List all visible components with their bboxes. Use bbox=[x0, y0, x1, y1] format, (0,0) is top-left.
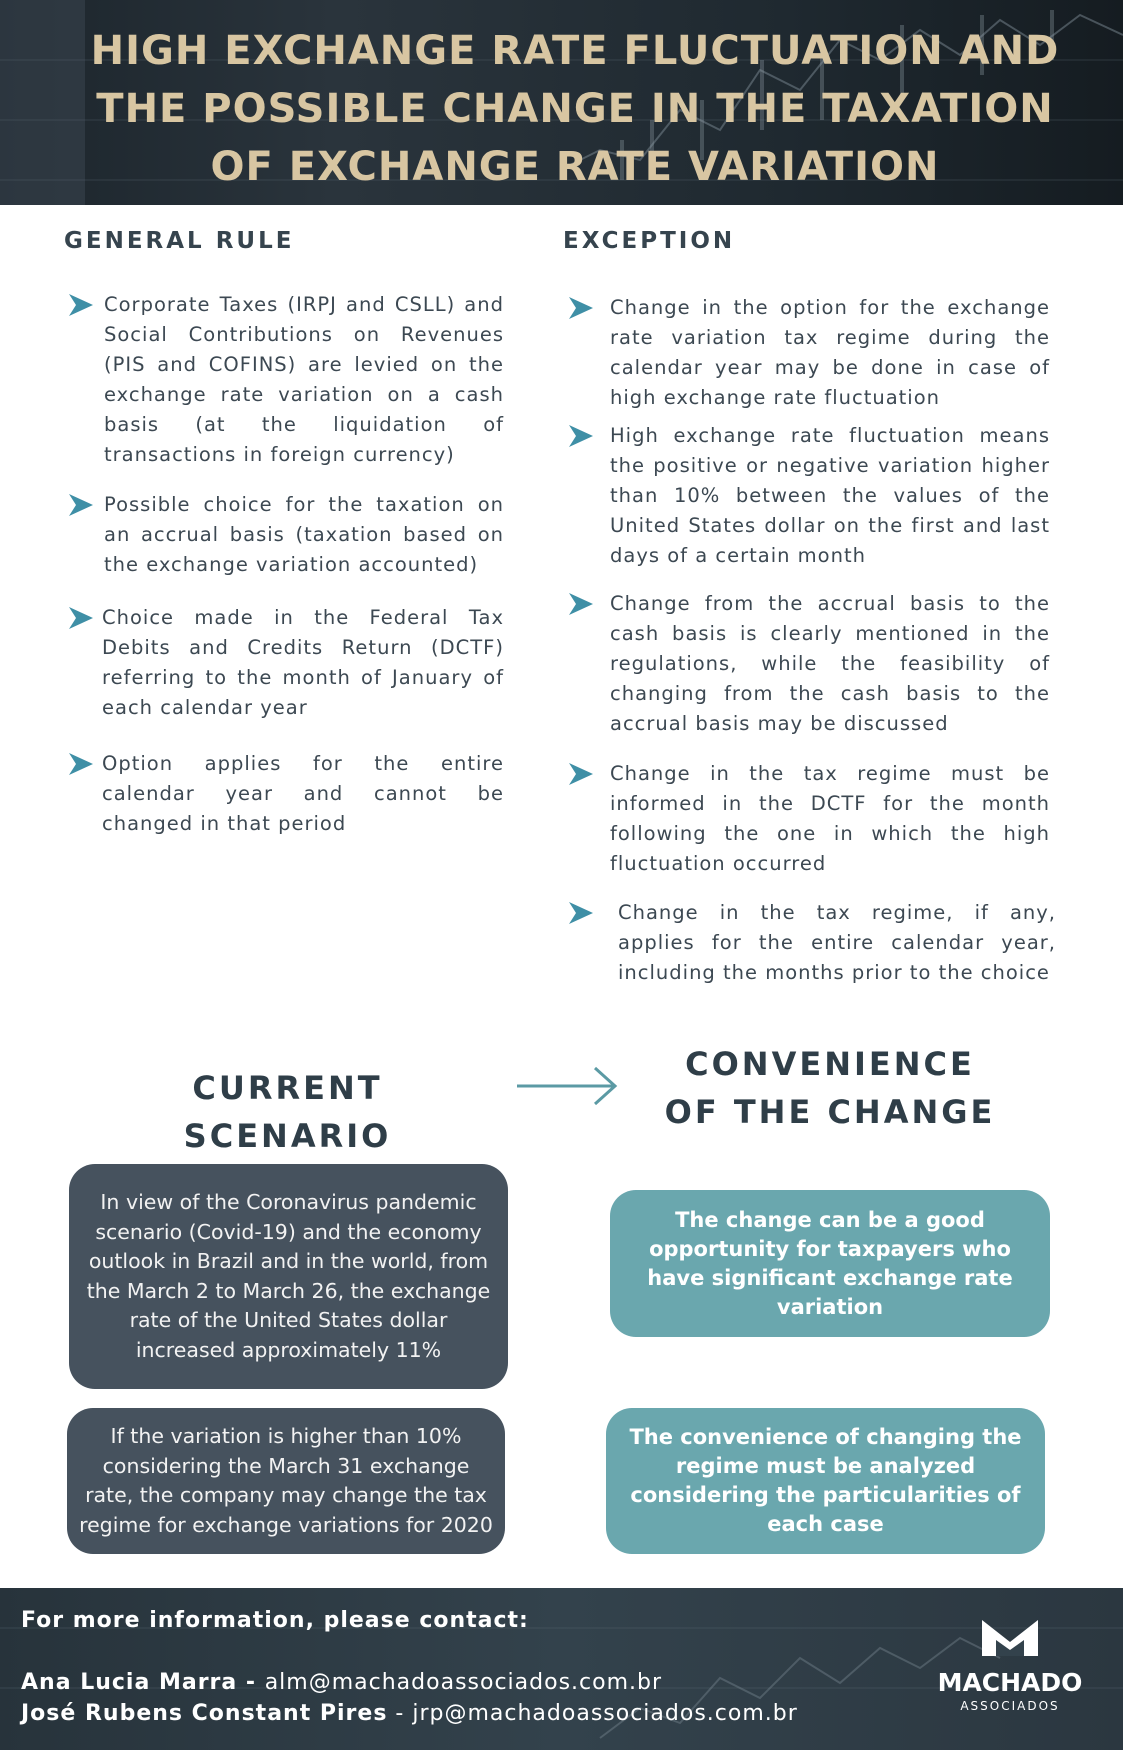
general-rule-item bbox=[66, 290, 506, 470]
exception-text: Change in the tax regime must be informed in the DCTF for the month following the one in which the high fluctuation occurred bbox=[610, 762, 1050, 875]
chevron-right-icon bbox=[566, 900, 596, 926]
chevron-right-icon bbox=[66, 492, 96, 518]
exception-item bbox=[566, 293, 1050, 413]
chevron-right-icon bbox=[66, 751, 96, 777]
logo-mark-icon bbox=[980, 1618, 1040, 1658]
chevron-right-icon bbox=[566, 423, 596, 449]
title-line: HIGH EXCHANGE RATE FLUCTUATION AND bbox=[90, 28, 1060, 74]
exception-text: High exchange rate fluctuation means the positive or negative variation higher than 10% between the values of the United States dollar on the first and last days of a certain month bbox=[610, 424, 1050, 567]
contact-name: Ana Lucia Marra bbox=[21, 1670, 238, 1695]
scenario-box bbox=[69, 1164, 508, 1389]
current-scenario-heading: CURRENT SCENARIO bbox=[183, 1069, 392, 1155]
arrow-right-icon bbox=[515, 1064, 620, 1108]
general-rule-text: Possible choice for the taxation on an accrual basis (taxation based on the exchange variation accounted) bbox=[104, 493, 504, 576]
contact-heading: For more information, please contact: bbox=[21, 1608, 529, 1633]
general-rule-item bbox=[66, 749, 506, 839]
exception-text: Change in the option for the exchange rate variation tax regime during the calendar year may be done in case of high exchange rate fluctuation bbox=[610, 296, 1050, 409]
exception-item bbox=[566, 759, 1050, 879]
chevron-right-icon bbox=[566, 591, 596, 617]
logo-subtitle: ASSOCIADOS bbox=[960, 1699, 1060, 1713]
contact-line bbox=[21, 1701, 798, 1726]
machado-logo bbox=[935, 1618, 1085, 1713]
general-rule-text: Choice made in the Federal Tax Debits and Credits Return (DCTF) referring to the month of January of each calendar year bbox=[102, 606, 504, 719]
convenience-box-text: The change can be a good opportunity for taxpayers who have significant exchange rate variation bbox=[647, 1207, 1013, 1319]
chevron-right-icon bbox=[566, 295, 596, 321]
chevron-right-icon bbox=[566, 761, 596, 787]
general-rule-item bbox=[66, 603, 506, 723]
title-line: OF EXCHANGE RATE VARIATION bbox=[210, 144, 940, 190]
general-rule-text: Corporate Taxes (IRPJ and CSLL) and Social Contributions on Revenues (PIS and COFINS) are levied on the exchange rate variation on a cash basis (at the liquidation of transactions in foreign currency) bbox=[104, 293, 504, 466]
contact-line bbox=[21, 1670, 662, 1695]
exception-item bbox=[566, 421, 1050, 571]
general-rule-text: Option applies for the entire calendar year and cannot be changed in that period bbox=[102, 752, 504, 835]
contact-name: José Rubens Constant Pires bbox=[21, 1701, 388, 1726]
exception-item bbox=[566, 589, 1050, 739]
scenario-box-text: In view of the Coronavirus pandemic scenario (Covid-19) and the economy outlook in Brazil and in the world, from the March 2 to March 26, the exchange rate of the United States dollar increased approximately 11% bbox=[86, 1190, 491, 1362]
contact-email-link[interactable]: alm@machadoassociados.com.br bbox=[264, 1670, 663, 1695]
convenience-heading-line: OF THE CHANGE bbox=[664, 1093, 996, 1131]
exception-item bbox=[566, 898, 1056, 988]
page-title bbox=[90, 22, 1060, 196]
footer bbox=[0, 1588, 1123, 1750]
general-rule-heading: GENERAL RULE bbox=[64, 228, 295, 254]
general-rule-item bbox=[66, 490, 506, 580]
chevron-right-icon bbox=[66, 605, 96, 631]
convenience-heading-line: CONVENIENCE bbox=[685, 1045, 975, 1083]
scenario-box bbox=[67, 1408, 505, 1554]
contact-separator: - bbox=[387, 1701, 413, 1726]
title-line: THE POSSIBLE CHANGE IN THE TAXATION bbox=[96, 86, 1054, 132]
exception-text: Change in the tax regime, if any, applies for the entire calendar year, including the months prior to the choice bbox=[618, 901, 1056, 984]
chevron-right-icon bbox=[66, 292, 96, 318]
exception-text: Change from the accrual basis to the cash basis is clearly mentioned in the regulations, while the feasibility of changing from the cash basis to the accrual basis may be discussed bbox=[610, 592, 1050, 735]
header-banner bbox=[0, 0, 1123, 205]
contact-email-link[interactable]: jrp@machadoassociados.com.br bbox=[412, 1701, 798, 1726]
logo-name: MACHADO bbox=[937, 1668, 1083, 1697]
convenience-box bbox=[610, 1190, 1050, 1337]
exception-heading: EXCEPTION bbox=[563, 228, 736, 254]
convenience-box bbox=[606, 1408, 1045, 1554]
scenario-box-text: If the variation is higher than 10% considering the March 31 exchange rate, the company may change the tax regime for exchange variations for 2020 bbox=[79, 1424, 493, 1537]
contact-separator: - bbox=[237, 1670, 265, 1695]
convenience-box-text: The convenience of changing the regime must be analyzed considering the particularities of each case bbox=[629, 1425, 1022, 1536]
convenience-heading bbox=[660, 1040, 1000, 1136]
